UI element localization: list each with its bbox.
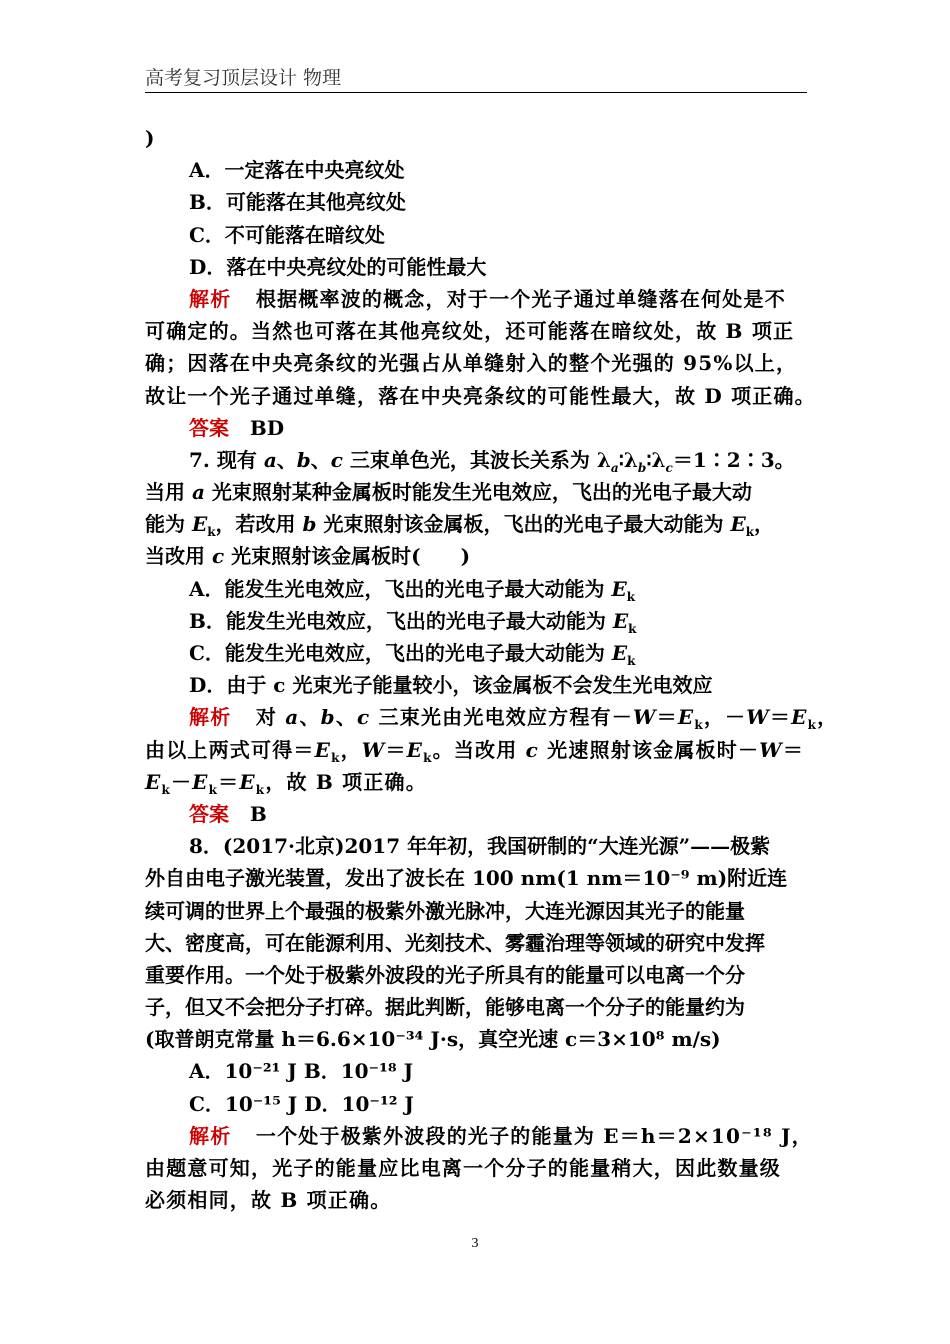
q8-stem-line-2: 外自由电子激光装置，发出了波长在 100 nm(1 nm＝10⁻⁹ m)附近连 xyxy=(145,866,788,891)
q7-option-a: A．能发生光电效应，飞出的光电子最大动能为 $E_k$ xyxy=(189,576,636,604)
q6-analysis-line-1: 解析 根据概率波的概念，对于一个光子通过单缝落在何处是不 xyxy=(189,286,786,311)
analysis-tag: 解析 xyxy=(189,286,232,311)
answer-value: B xyxy=(249,801,267,826)
q8-stem-line-1: 8．(2017·北京)2017 年年初，我国研制的“大连光源”——极紫 xyxy=(189,834,771,859)
analysis-tag: 解析 xyxy=(189,705,232,730)
q8-stem-line-3: 续可调的世界上个最强的极紫外激光脉冲，大连光源因其光子的能量 xyxy=(145,898,745,923)
answer-tag: 答案 xyxy=(189,415,229,440)
q7-option-b: B．能发生光电效应，飞出的光电子最大动能为 $E_k$ xyxy=(189,608,637,636)
q8-stem-line-4: 大、密度高，可在能源利用、光刻技术、雾霾治理等领域的研究中发挥 xyxy=(145,930,765,955)
q8-stem-line-6: 子，但又不会把分子打碎。据此判断，能够电离一个分子的能量约为 xyxy=(145,995,745,1020)
q8-stem-line-7: (取普朗克常量 h＝6.6×10⁻³⁴ J·s，真空光速 c＝3×10⁸ m/s) xyxy=(145,1027,721,1052)
q7-stem-line-4: 当改用 c 光束照射该金属板时( ) xyxy=(145,544,471,569)
q8-stem-line-5: 重要作用。一个处于极紫外波段的光子所具有的能量可以电离一个分 xyxy=(145,962,745,987)
q6-option-a: A．一定落在中央亮纹处 xyxy=(189,158,405,183)
q6-analysis-line-2: 可确定的。当然也可落在其他亮纹处，还可能落在暗纹处，故 B 项正 xyxy=(145,319,795,344)
header-title: 高考复习顶层设计 物理 xyxy=(145,67,342,89)
q6-answer xyxy=(145,412,817,444)
q8-options-ab: A．10⁻²¹ J B．10⁻¹⁸ J xyxy=(189,1059,414,1084)
q7-analysis-line-1: 解析 对 a、b、c 三束光由光电效应方程有$-W=E_k$，$-W=E_k$， xyxy=(189,705,839,733)
analysis-tag: 解析 xyxy=(189,1123,232,1148)
q6-analysis-line-3: 确；因落在中央亮条纹的光强占从单缝射入的整个光强的 95%以上， xyxy=(145,351,798,376)
page-header xyxy=(145,64,807,93)
q8-analysis-line-3: 必须相同，故 B 项正确。 xyxy=(145,1188,392,1213)
page-number: 3 xyxy=(471,1236,479,1251)
q7-stem-line-2: 当用 a 光束照射某种金属板时能发生光电效应，飞出的光电子最大动 xyxy=(145,480,752,505)
q6-option-c: C．不可能落在暗纹处 xyxy=(189,222,385,247)
q8-analysis-line-1: 解析 一个处于极紫外波段的光子的能量为 E＝h＝2×10⁻¹⁸ J， xyxy=(189,1123,813,1148)
q6-option-d: D．落在中央亮纹处的可能性最大 xyxy=(189,254,487,279)
q7-option-d: D．由于 c 光束光子能量较小，该金属板不会发生光电效应 xyxy=(189,673,713,698)
q7-option-c: C．能发生光电效应，飞出的光电子最大动能为 $E_k$ xyxy=(189,641,636,668)
q6-option-b: B．可能落在其他亮纹处 xyxy=(189,190,406,215)
q6-stem-tail: ) xyxy=(145,126,155,150)
q8-analysis-line-2: 由题意可知，光子的能量应比电离一个分子的能量稍大，因此数量级 xyxy=(145,1156,781,1180)
q7-stem-line-1: 7. 现有 a、b、c 三束单色光，其波长关系为 $\lambda_a∶\lambda_b∶\lambda_c=1∶2∶3$。 xyxy=(189,447,795,475)
q6-analysis-line-4: 故让一个光子通过单缝，落在中央亮条纹的可能性最大，故 D 项正确。 xyxy=(145,383,816,408)
q7-analysis-line-2: 由以上两式可得$=E_k$，$W=E_k$。当改用 c 光速照射该金属板时－W＝ xyxy=(145,737,805,765)
document-body xyxy=(145,122,839,1216)
q7-answer xyxy=(145,798,817,830)
answer-tag: 答案 xyxy=(189,801,229,826)
q7-stem-line-3: 能为 $E_k$，若改用 b 光束照射该金属板，飞出的光电子最大动能为 $E_k$， xyxy=(145,512,775,540)
q7-analysis-line-3: $E_k-E_k=E_k$，故 B 项正确。 xyxy=(145,769,427,797)
q8-options-cd: C．10⁻¹⁵ J D．10⁻¹² J xyxy=(189,1091,414,1116)
answer-value: BD xyxy=(249,415,285,440)
